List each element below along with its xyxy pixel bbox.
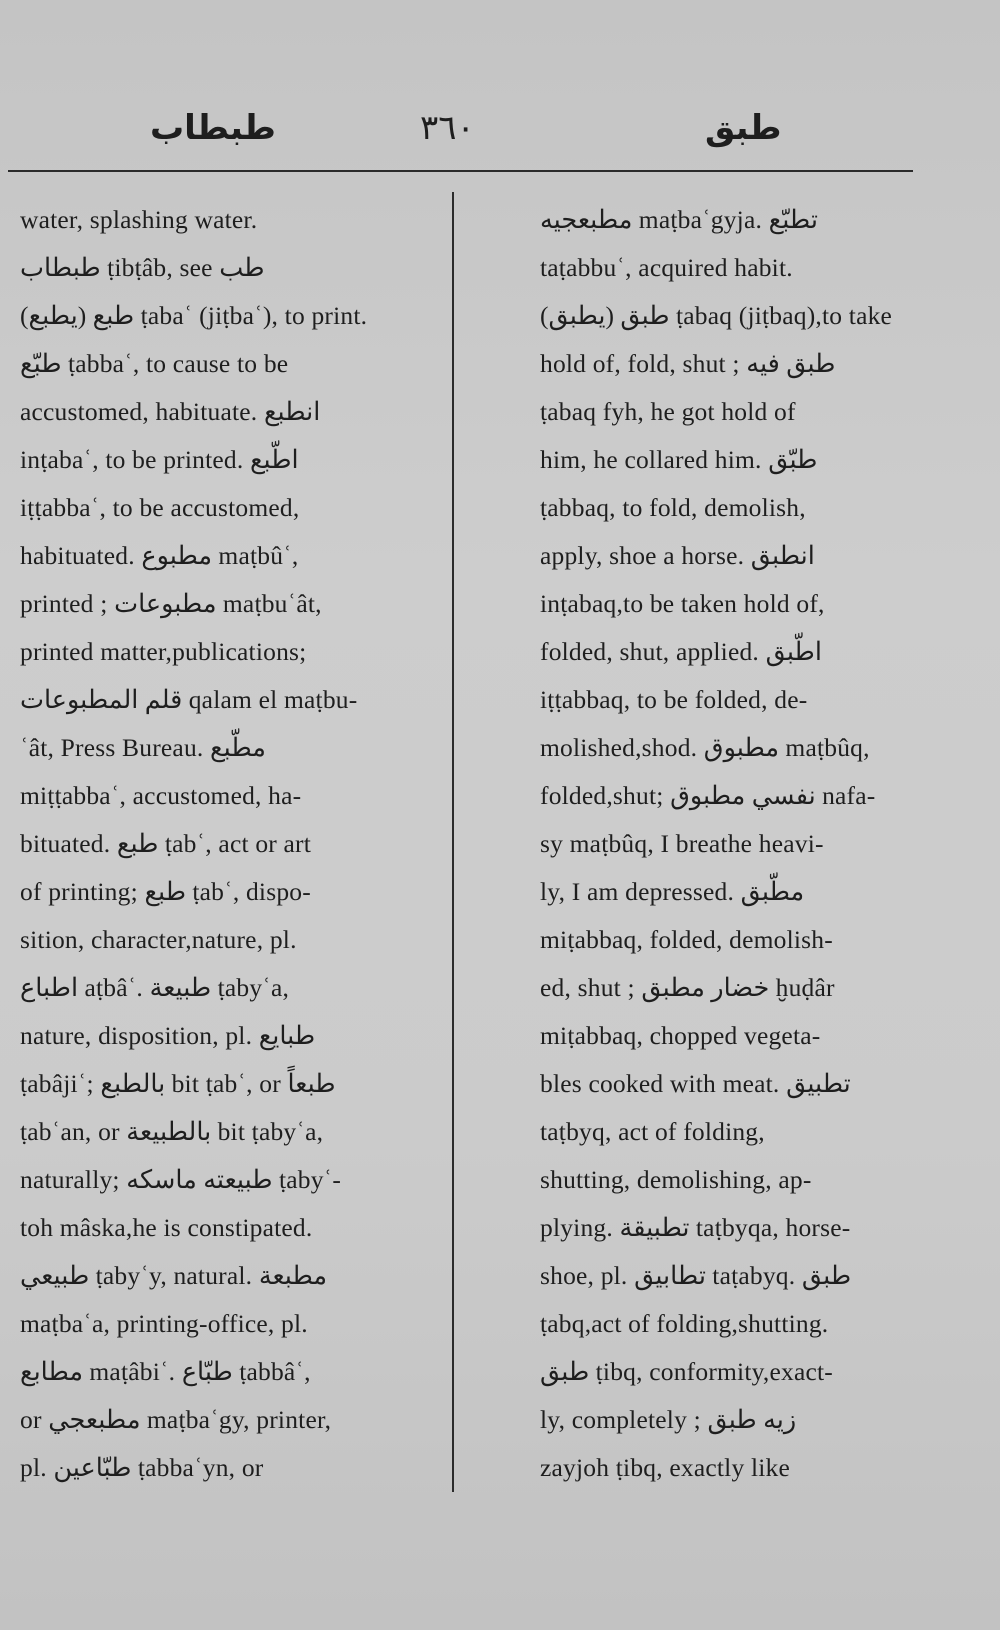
entry-line: طبيعي ṭabyʿy, natural. مطبعة	[20, 1261, 328, 1290]
entry-line: nature, disposition, pl. طبايع	[20, 1021, 316, 1050]
entry-line: habituated. مطبوع maṭbûʿ,	[20, 541, 299, 570]
entry-line: ṭabʿan, or بالطبيعة bit ṭabyʿa,	[20, 1117, 324, 1146]
entry-line: ṭabq,act of folding,shutting.	[540, 1309, 829, 1338]
entry-line: shutting, demolishing, ap-	[540, 1165, 812, 1194]
entry-line: bituated. طبع ṭabʿ, act or art	[20, 829, 312, 858]
entry-line: ly, completely ; زيه طبق	[540, 1405, 797, 1434]
entry-line: inṭabaʿ, to be printed. اطّبع	[20, 445, 299, 474]
entry-line: طبطاب ṭibṭâb, see طب	[20, 253, 265, 282]
entry-line: toh mâska,he is constipated.	[20, 1213, 313, 1242]
entry-line: sition, character,nature, pl.	[20, 925, 297, 954]
entry-line: iṭṭabbaq, to be folded, de-	[540, 685, 808, 714]
entry-line: bles cooked with meat. تطبيق	[540, 1069, 851, 1098]
entry-line: folded, shut, applied. اطّبق	[540, 637, 822, 666]
entry-line: printed ; مطبوعات maṭbuʿât,	[20, 589, 322, 618]
entry-line: zayjoh ṭibq, exactly like	[540, 1453, 791, 1482]
entry-line: inṭabaq,to be taken hold of,	[540, 589, 825, 618]
entry-line: طبق ṭibq, conformity,exact-	[540, 1357, 833, 1386]
left-column	[20, 196, 460, 1492]
entry-line: مطبعجيه maṭbaʿgyja. تطبّع	[540, 205, 818, 234]
page-number: ٣٦٠	[420, 108, 475, 148]
entry-line: قلم المطبوعات qalam el maṭbu-	[20, 685, 358, 714]
header-rule	[8, 170, 913, 172]
entry-line: him, he collared him. طبّق	[540, 445, 818, 474]
running-head-left: طبطاب	[150, 108, 276, 148]
entry-line: ʿât, Press Bureau. مطّبع	[20, 733, 266, 762]
entry-line: sy maṭbûq, I breathe heavi-	[540, 829, 824, 858]
entry-line: ṭabâjiʿ; بالطبع bit ṭabʿ, or طبعاً	[20, 1069, 336, 1098]
entry-line: ṭabbaq, to fold, demolish,	[540, 493, 806, 522]
entry-line: molished,shod. مطبوق maṭbûq,	[540, 733, 870, 762]
entry-line: taṭabbuʿ, acquired habit.	[540, 253, 793, 282]
entry-line: اطباع aṭbâʿ. طبيعة ṭabyʿa,	[20, 973, 290, 1002]
entry-line: or مطبعجي maṭbaʿgy, printer,	[20, 1405, 332, 1434]
entry-line: of printing; طبع ṭabʿ, dispo-	[20, 877, 311, 906]
entry-line: plying. تطبيقة taṭbyqa, horse-	[540, 1213, 851, 1242]
entry-line: miṭabbaq, folded, demolish-	[540, 925, 833, 954]
entry-line: taṭbyq, act of folding,	[540, 1117, 765, 1146]
entry-line: pl. طبّاعين ṭabbaʿyn, or	[20, 1453, 264, 1482]
entry-line: miṭabbaq, chopped vegeta-	[540, 1021, 821, 1050]
entry-line: ed, shut ; خضار مطبق ḫuḍâr	[540, 973, 835, 1002]
running-head-right: طبق	[705, 108, 782, 148]
entry-line: shoe, pl. تطابيق taṭabyq. طبق	[540, 1261, 852, 1290]
entry-line: water, splashing water.	[20, 205, 258, 234]
entry-line: مطابع maṭâbiʿ. طبّاع ṭabbâʿ,	[20, 1357, 311, 1386]
entry-line: hold of, fold, shut ; طبق فيه	[540, 349, 836, 378]
entry-line: maṭbaʿa, printing-office, pl.	[20, 1309, 308, 1338]
entry-line: accustomed, habituate. انطبع	[20, 397, 321, 426]
entry-line: apply, shoe a horse. انطبق	[540, 541, 815, 570]
entry-line: folded,shut; نفسي مطبوق nafa-	[540, 781, 876, 810]
entry-line: طبق (يطبق) ṭabaq (jiṭbaq),to take	[540, 301, 893, 330]
entry-line: miṭṭabbaʿ, accustomed, ha-	[20, 781, 302, 810]
entry-line: printed matter,publications;	[20, 637, 307, 666]
entry-line: ṭabaq fyh, he got hold of	[540, 397, 796, 426]
entry-line: iṭṭabbaʿ, to be accustomed,	[20, 493, 300, 522]
entry-line: طبع (يطبع) ṭabaʿ (jiṭbaʿ), to print.	[20, 301, 368, 330]
entry-line: naturally; طبيعته ماسكه ṭabyʿ-	[20, 1165, 342, 1194]
entry-line: ly, I am depressed. مطّبق	[540, 877, 805, 906]
right-column	[540, 196, 960, 1492]
entry-line: طبّع ṭabbaʿ, to cause to be	[20, 349, 289, 378]
